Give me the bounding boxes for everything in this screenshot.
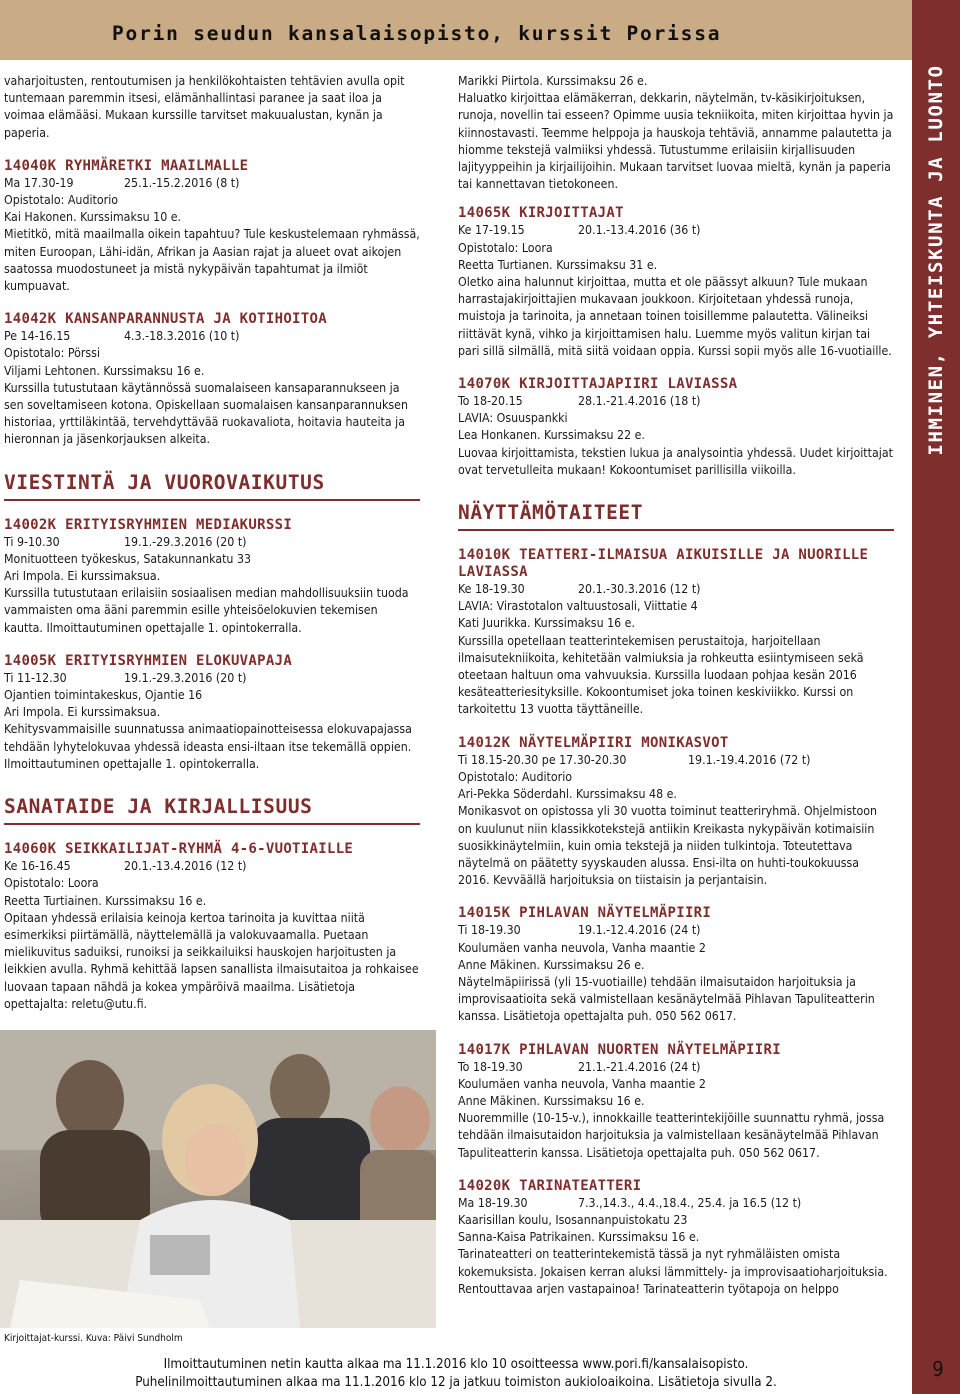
photo-caption: Kirjoittajat-kurssi. Kuva: Päivi Sundholm	[4, 1333, 183, 1344]
course-14015k	[458, 905, 894, 1025]
footer-line-web: Ilmoittautuminen netin kautta alkaa ma 11.1.2016 klo 10 osoitteessa www.pori.fi/kansalaisopisto.	[163, 1357, 749, 1372]
page-number: 9	[932, 1357, 944, 1381]
course-time: Ke 18-19.30	[458, 582, 525, 597]
course-description: Oletko aina halunnut kirjoittaa, mutta et ole päässyt alkuun? Tule mukaan harrastajakirjoittajien mukavaan joukkoon. Kirjoitetaan yhdessä runoja, muistoja ja tarinoita, ja annetaan toinen toisillemme palautetta. Välineiksi riittävät kynä, vihko ja kirjoittamisen halu. Luemme myös valitun kirjan tai pari sillä silmällä, mitä siitä voidaan oppia. Kurssi sopii myös alle 16-vuotiaille.	[458, 275, 892, 358]
course-place: Opistotalo: Auditorio	[458, 769, 573, 784]
course-title: 14040K RYHMÄRETKI MAAILMALLE	[4, 157, 249, 174]
course-14070k	[458, 376, 894, 479]
course-time: Ke 16-16.45	[4, 859, 71, 874]
course-place: Opistotalo: Auditorio	[4, 193, 119, 208]
course-14065k	[458, 205, 894, 360]
course-teacher: Viljami Lehtonen. Kurssimaksu 16 e.	[4, 363, 205, 378]
course-14017k	[458, 1042, 894, 1162]
course-dates: 21.1.-21.4.2016 (24 t)	[578, 1059, 701, 1074]
course-time: To 18-19.30	[458, 1059, 523, 1074]
course-place: Koulumäen vanha neuvola, Vanha maantie 2	[458, 1076, 706, 1091]
course-time: Ti 18.15-20.30 pe 17.30-20.30	[458, 752, 627, 767]
course-14002k	[4, 517, 420, 637]
section-heading-viestinta: VIESTINTÄ JA VUOROVAIKUTUS	[4, 471, 420, 501]
course-place: Ojantien toimintakeskus, Ojantie 16	[4, 688, 203, 703]
section-heading-nayttamotaiteet: NÄYTTÄMÖTAITEET	[458, 501, 894, 531]
course-time: Ti 9-10.30	[4, 534, 60, 549]
course-time: Ma 17.30-19	[4, 175, 74, 190]
course-place: Opistotalo: Pörssi	[4, 346, 101, 361]
course-photo	[0, 1030, 436, 1328]
course-place: Koulumäen vanha neuvola, Vanha maantie 2	[458, 940, 706, 955]
course-description: Kurssilla tutustutaan käytännössä suomalaiseen kansaparannukseen ja sen soveltamiseen kotona. Opiskellaan suomalaisen kansanparannuksen historiaa, yrttiläkintää, tervehdyttävää ruokavaliota, hoitavia hauteita ja hieronnan ja jäsenkorjauksen alkeita.	[4, 380, 408, 447]
course-teacher: Anne Mäkinen. Kurssimaksu 16 e.	[458, 1093, 645, 1108]
course-teacher: Ari Impola. Ei kurssimaksua.	[4, 569, 161, 584]
left-column	[4, 73, 420, 1080]
course-14040k	[4, 158, 420, 295]
course-dates: 28.1.-21.4.2016 (18 t)	[578, 394, 701, 409]
course-dates: 7.3.,14.3., 4.4.,18.4., 25.4. ja 16.5 (12 t)	[578, 1195, 802, 1210]
course-teacher: Lea Honkanen. Kurssimaksu 22 e.	[458, 428, 645, 443]
course-14012k	[458, 735, 894, 890]
course-dates: 19.1.-12.4.2016 (24 t)	[578, 923, 701, 938]
course-dates: 20.1.-13.4.2016 (36 t)	[578, 223, 701, 238]
course-place: Kaarisillan koulu, Isosannanpuistokatu 23	[458, 1212, 688, 1227]
course-description: Nuoremmille (10-15-v.), innokkaille teatterintekijöille suunnattu ryhmä, jossa tehdään ilmaisutaidon harjoituksia ja valmistellaan kesänäytelmää Pihlavan Tapuliteatterin kanssa. Lisätietoja opettajalta puh. 050 562 0617.	[458, 1111, 885, 1160]
course-teacher: Ari Impola. Ei kurssimaksua.	[4, 705, 161, 720]
course-title: 14015K PIHLAVAN NÄYTELMÄPIIRI	[458, 905, 712, 922]
course-teacher: Reetta Turtiainen. Kurssimaksu 16 e.	[4, 893, 207, 908]
course-teacher: Sanna-Kaisa Patrikainen. Kurssimaksu 16 e.	[458, 1230, 700, 1245]
course-place: LAVIA: Virastotalon valtuustosali, Viittatie 4	[458, 599, 698, 614]
course-description: Opitaan yhdessä erilaisia keinoja kertoa tarinoita ja kuvittaa niitä esimerkiksi piirtämällä, näyttelemällä ja valokuvaamalla. Puetaan mielikuvitus saduiksi, runoiksi ja seikkailuiksi hauskojen harjoitusten ja leikkien avulla. Ryhmä kehittää lapsen sanallista ilmaisutaitoa ja rohkaisee luovaan tapaan nähdä ja kokea ympäröivä maailma. Lisätietoja opettajalta: reletu@utu.fi.	[4, 910, 419, 1011]
course-teacher: Ari-Pekka Söderdahl. Kurssimaksu 48 e.	[458, 787, 677, 802]
course-14005k	[4, 653, 420, 773]
course-description: Monikasvot on opistossa yli 30 vuotta toiminut teatteriryhmä. Ohjelmistoon on kuulunut niin klassikkotekstejä antiikin Kreikasta nykypäivän kotimaisiin suosikkinäytelmiin, kuin omia tekstejä ja niiden tulkintoja. Toteutettava näytelmä on päätetty syyskauden alussa. Ensi-ilta on huhti-toukokuussa 2016. Kevväällä harjoituksia on tiistaisin ja perjantaisin.	[458, 804, 878, 888]
course-14020k	[458, 1178, 894, 1298]
course-dates: 25.1.-15.2.2016 (8 t)	[124, 175, 240, 190]
course-time: Ke 17-19.15	[458, 223, 525, 238]
course-time: Pe 14-16.15	[4, 329, 71, 344]
course-dates: 19.1.-29.3.2016 (20 t)	[124, 534, 247, 549]
photo-illustration	[0, 1030, 436, 1328]
course-time: Ti 11-12.30	[4, 670, 67, 685]
course-description: Mietitkö, mitä maailmalla oikein tapahtuu? Tule keskustelemaan ryhmässä, miten Euroopan, Lähi-idän, Afrikan ja Aasian rajat ja alueet ovat aikojen saatossa muodostuneet ja mistä nykypäivän tapahtumat ja ilmiöt kumpuavat.	[4, 227, 420, 294]
course-place: Opistotalo: Loora	[458, 240, 553, 255]
course-place: Opistotalo: Loora	[4, 876, 99, 891]
course-description: Kehitysvammaisille suunnatussa animaatiopainotteisessa elokuvapajassa tehdään lyhytelokuvaa yhdessä ideasta ensi-iltaan itse tekemällä oppien. Ilmoittautuminen opettajalle 1. opintokerralla.	[4, 722, 412, 771]
course-title: 14020K TARINATEATTERI	[458, 1177, 642, 1194]
course-place: Monituotteen työkeskus, Satakunnankatu 33	[4, 551, 252, 566]
intro-teacher: Marikki Piirtola. Kurssimaksu 26 e.	[458, 74, 648, 88]
course-14010k	[458, 547, 894, 719]
sidebar-section-label: IHMINEN, YHTEISKUNTA JA LUONTO	[925, 64, 947, 456]
course-title: 14012K NÄYTELMÄPIIRI MONIKASVOT	[458, 734, 729, 751]
course-place: LAVIA: Osuuspankki	[458, 411, 568, 426]
course-14060k	[4, 841, 420, 1013]
course-title: 14002K ERITYISRYHMIEN MEDIAKURSSI	[4, 516, 293, 533]
course-title: 14070K KIRJOITTAJAPIIRI LAVIASSA	[458, 376, 738, 393]
course-title: 14010K TEATTERI-ILMAISUA AIKUISILLE JA NUORILLE LAVIASSA	[458, 547, 869, 581]
course-time: Ti 18-19.30	[458, 923, 521, 938]
course-title: 14060K SEIKKAILIJAT-RYHMÄ 4-6-VUOTIAILLE	[4, 841, 354, 858]
course-description: Tarinateatteri on teatterintekemistä tässä ja nyt ryhmäläisten omista kokemuksista. Jokaisen kerran aluksi lämmittely- ja improvisaatioharjoituksia. Rentouttavaa arjen vastapainoa! Tarinateatterin työtapoja on helppo	[458, 1247, 888, 1296]
course-dates: 19.1.-19.4.2016 (72 t)	[688, 752, 811, 767]
right-column	[458, 73, 894, 1298]
page-header-title: Porin seudun kansalaisopisto, kurssit Porissa	[112, 22, 722, 45]
course-teacher: Kati Juurikka. Kurssimaksu 16 e.	[458, 616, 636, 631]
course-teacher: Anne Mäkinen. Kurssimaksu 26 e.	[458, 957, 645, 972]
course-description: Kurssilla opetellaan teatterintekemisen perustaitoja, harjoitellaan ilmaisutekniikoita, kehitetään valmiuksia ja rohkeutta esiintymiseen sekä oteetaan haltuun oma vahvuuksia. Kurssilla luodaan pohjaa kesän 2016 kesäteatteriesityksille. Kokoontumiset joka toinen keskiviikko. Kurssi on tarkoitettu 13 vuotta täyttäneille.	[458, 633, 864, 717]
intro-text: Haluatko kirjoittaa elämäkerran, dekkarin, näytelmän, tv-käsikirjoituksen, runoja, novellin tai esseen? Opimme uusia tekniikoita, miten kirjoittaa hyvin ja kiinnostavasti. Teemme helppoja ja hauskoja tehtäviä, annamme palautetta ja hiomme tekstejä valmiiksi yhdessä. Tutustumme erilaisiin kirjallisuuden lajityyppeihin ja kirjailijoihin. Mukaan tarvitset luovaa mieltä, kynän ja paperia tai kannettavan tietokoneen.	[458, 91, 894, 192]
course-time: Ma 18-19.30	[458, 1195, 528, 1210]
course-title: 14017K PIHLAVAN NUORTEN NÄYTELMÄPIIRI	[458, 1041, 781, 1058]
intro-text: vaharjoitusten, rentoutumisen ja henkilökohtaisten tehtävien avulla opit tuntemaan paremmin itsesi, elämänhallintasi paranee ja saat iloa ja voimaa elämääsi. Mukaan kurssille tarvitset makuualustan, kynän ja paperia.	[4, 74, 405, 140]
section-heading-sanataide: SANATAIDE JA KIRJALLISUUS	[4, 795, 420, 825]
course-teacher: Kai Hakonen. Kurssimaksu 10 e.	[4, 210, 182, 225]
footer-line-phone: Puhelinilmoittautuminen alkaa ma 11.1.2016 klo 12 ja jatkuu toimiston aukioloaikoina. Lisätietoja sivulla 2.	[135, 1375, 777, 1390]
course-title: 14065K KIRJOITTAJAT	[458, 205, 624, 222]
course-dates: 19.1.-29.3.2016 (20 t)	[124, 670, 247, 685]
course-dates: 20.1.-30.3.2016 (12 t)	[578, 582, 701, 597]
course-description: Näytelmäpiirissä (yli 15-vuotiaille) tehdään ilmaisutaidon harjoituksia ja improvisaatioita sekä valmistellaan kesänäytelmää Pihlavan Tapuliteatterin kanssa. Lisätietoja opettajalta puh. 050 562 0617.	[458, 974, 875, 1024]
course-title: 14005K ERITYISRYHMIEN ELOKUVAPAJA	[4, 652, 293, 669]
course-dates: 20.1.-13.4.2016 (12 t)	[124, 859, 247, 874]
course-description: Kurssilla tutustutaan erilaisiin sosiaalisen median mahdollisuuksiin tuoda vammaisten oma ääni paremmin esille yhteisöelokuvien tekemisen kautta. Ilmoittautuminen opettajalle 1. opintokerralla.	[4, 586, 409, 635]
course-14042k	[4, 311, 420, 448]
course-dates: 4.3.-18.3.2016 (10 t)	[124, 329, 240, 344]
course-description: Luovaa kirjoittamista, tekstien lukua ja analysointia yhdessä. Uudet kirjoittajat ovat tervetulleita mukaan! Kokoontumiset parillisilla viikoilla.	[458, 445, 893, 477]
page-footer	[0, 1356, 912, 1392]
course-teacher: Reetta Turtianen. Kurssimaksu 31 e.	[458, 257, 658, 272]
course-time: To 18-20.15	[458, 394, 523, 409]
course-title: 14042K KANSANPARANNUSTA JA KOTIHOITOA	[4, 311, 327, 328]
